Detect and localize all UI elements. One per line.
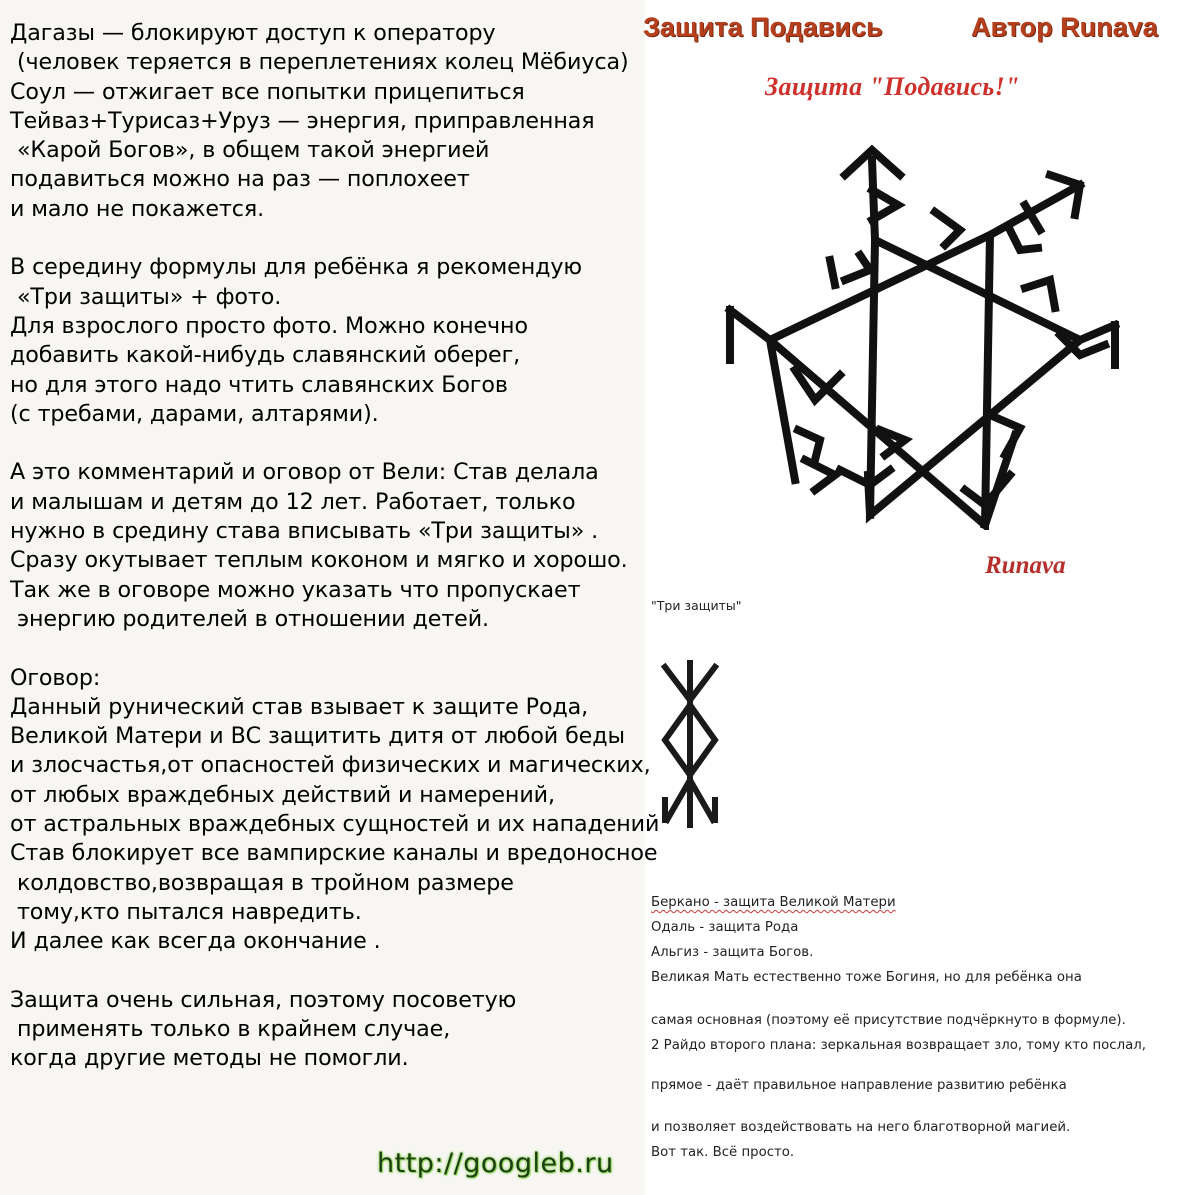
text-line: когда другие методы не помогли. — [10, 1045, 409, 1072]
text-line: Защита очень сильная, поэтому посоветую — [10, 986, 517, 1013]
text-line: Дагазы — блокируют доступ к оператору — [10, 20, 496, 46]
note-line-main: самая основная (поэтому её присутствие подчёркнуто в формуле). — [651, 1013, 1126, 1028]
main-text-block — [10, 19, 660, 1074]
site-watermark: http://googleb.ru — [377, 1148, 614, 1179]
text-line — [10, 634, 650, 663]
note-line-magic: и позволяет воздействовать на него благотворной магией. — [651, 1120, 1071, 1135]
note-line-odal: Одаль - защита Рода — [651, 920, 799, 935]
text-line: (человек теряется в переплетениях колец Мёбиуса) — [10, 49, 629, 76]
text-line: Сразу окутывает теплым коконом и мягко и хорошо. — [10, 547, 628, 574]
text-line: (с требами, дарами, алтарями). — [10, 400, 379, 427]
text-line — [10, 957, 650, 986]
text-line: Для взрослого просто фото. Можно конечно — [10, 312, 528, 339]
text-line: от любых враждебных действий и намерений, — [10, 781, 555, 808]
header-title: Защита Подавись — [643, 12, 883, 42]
text-line: колдовство,возвращая в тройном размере — [10, 869, 514, 896]
note-line-direct: прямое - даёт правильное направление развитию ребёнка — [651, 1078, 1067, 1093]
text-line: применять только в крайнем случае, — [10, 1016, 451, 1043]
text-line: Тейваз+Турисаз+Уруз — энергия, приправленная — [10, 107, 595, 134]
text-line: и малышам и детям до 12 лет. Работает, только — [10, 488, 576, 515]
text-line: подавиться можно на раз — поплохеет — [10, 166, 470, 193]
text-line — [10, 224, 650, 253]
note-line-algiz: Альгиз - защита Богов. — [651, 945, 814, 960]
text-line: от астральных враждебных сущностей и их нападений — [10, 811, 660, 838]
text-line: Став блокирует все вампирские каналы и вредоносное — [10, 840, 658, 867]
text-line: «Карой Богов», в общем такой энергией — [10, 137, 490, 164]
note-line-raido: 2 Райдо второго плана: зеркальная возвращает зло, тому кто послал, — [651, 1038, 1146, 1053]
text-line: Оговор: — [10, 664, 101, 691]
text-line: В середину формулы для ребёнка я рекомендую — [10, 254, 582, 281]
note-line-simple: Вот так. Всё просто. — [651, 1145, 795, 1160]
text-line: Данный рунический став взывает к защите Рода, — [10, 693, 589, 720]
bindrune-berkano-odal-algiz-icon — [655, 655, 725, 830]
note-line-great-mother: Великая Мать естественно тоже Богиня, но для ребёнка она — [651, 970, 1082, 985]
text-line: Так же в оговоре можно указать что пропускает — [10, 576, 581, 603]
text-line: но для этого надо чтить славянских Богов — [10, 371, 508, 398]
text-line: и мало не покажется. — [10, 195, 265, 222]
text-line: А это комментарий и оговор от Вели: Став делала — [10, 459, 599, 486]
bindrune-caption: "Три защиты" — [651, 598, 742, 613]
page-header — [641, 10, 1197, 50]
text-line: Соул — отжигает все попытки прицепиться — [10, 78, 525, 105]
text-line: и злосчастья,от опасностей физических и магических, — [10, 752, 651, 779]
text-line: нужно в средину става вписывать «Три защиты» . — [10, 518, 599, 545]
text-line: И далее как всегда окончание . — [10, 928, 381, 955]
text-line: тому,кто пытался навредить. — [10, 898, 362, 925]
note-line-berkano: Беркано - защита Великой Матери — [651, 895, 896, 910]
header-author: Автор Runava — [971, 12, 1158, 42]
figure-signature: Runava — [985, 552, 1066, 579]
text-line — [10, 429, 650, 458]
figure-title: Защита "Подавись!" — [765, 72, 1020, 101]
text-line: Великой Матери и ВС защитить дитя от любой беды — [10, 723, 625, 750]
text-line: энергию родителей в отношении детей. — [10, 605, 489, 632]
six-armed-rune-star-icon — [720, 130, 1130, 530]
text-line: «Три защиты» + фото. — [10, 283, 282, 310]
text-line: добавить какой-нибудь славянский оберег, — [10, 342, 521, 369]
